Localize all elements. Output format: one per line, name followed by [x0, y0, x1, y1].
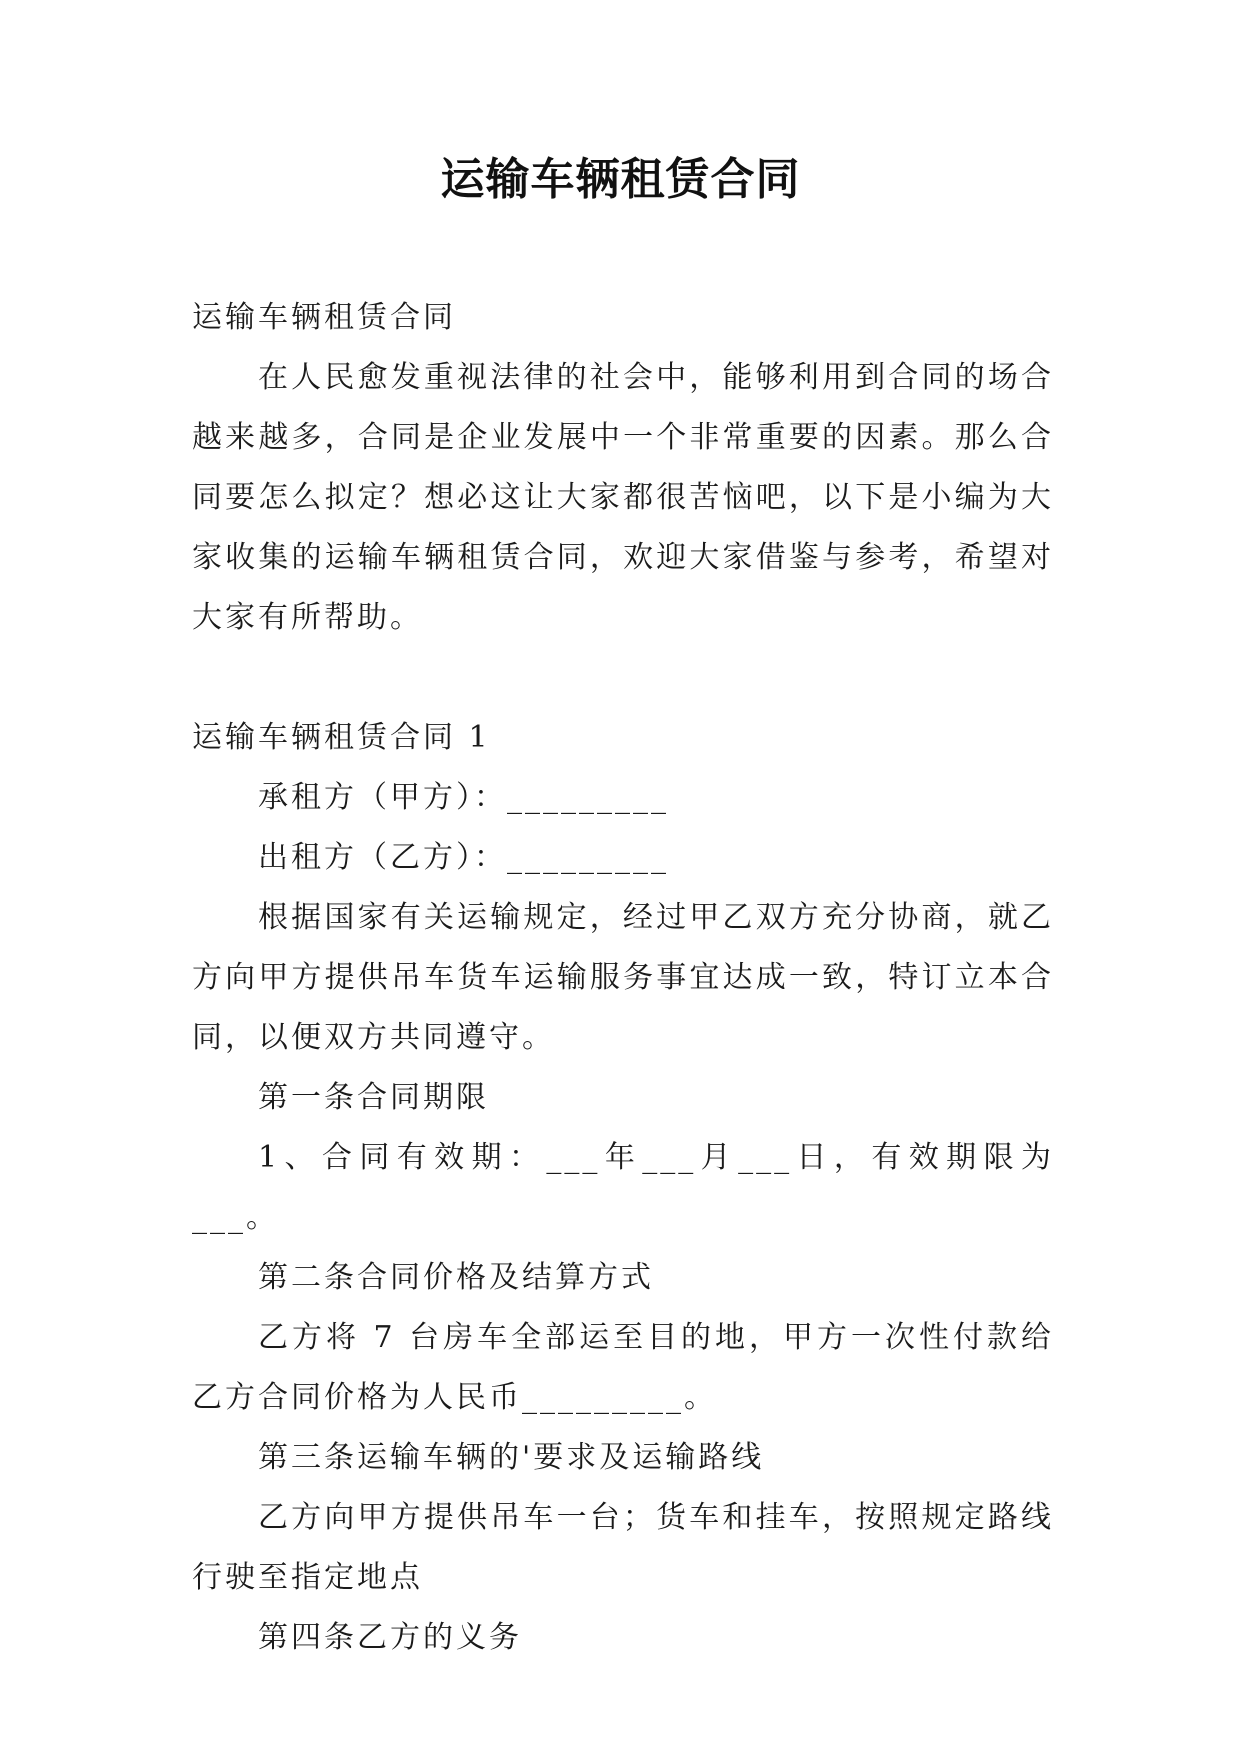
- document-body: [192, 288, 1054, 1668]
- paragraph-gap: [192, 648, 1054, 708]
- preamble-paragraph: 根据国家有关运输规定，经过甲乙双方充分协商，就乙方向甲方提供吊车货车运输服务事宜达成一致，特订立本合同，以便双方共同遵守。: [192, 900, 1054, 1055]
- article-2-heading: 第二条合同价格及结算方式: [258, 1260, 654, 1295]
- intro-paragraph: 在人民愈发重视法律的社会中，能够利用到合同的场合越来越多，合同是企业发展中一个非常重要的因素。那么合同要怎么拟定？想必这让大家都很苦恼吧，以下是小编为大家收集的运输车辆租赁合同，欢迎大家借鉴与参考，希望对大家有所帮助。: [192, 360, 1054, 635]
- contract-number-heading: 运输车辆租赁合同 1: [192, 720, 491, 755]
- article-3-clause: 乙方向甲方提供吊车一台；货车和挂车，按照规定路线行驶至指定地点: [192, 1500, 1054, 1595]
- article-3-heading: 第三条运输车辆的'要求及运输路线: [258, 1440, 765, 1475]
- document-title: 运输车辆租赁合同: [440, 154, 801, 205]
- article-2-clause: 乙方将 7 台房车全部运至目的地，甲方一次性付款给乙方合同价格为人民币_________。: [192, 1320, 1054, 1415]
- section-heading: 运输车辆租赁合同: [192, 300, 456, 335]
- lessor-line: 出租方（乙方）：_________: [258, 840, 669, 875]
- lessee-line: 承租方（甲方）：_________: [258, 780, 669, 815]
- article-1-clause-1: 1、合同有效期：___年___月___日，有效期限为___。: [192, 1140, 1054, 1235]
- article-4-heading: 第四条乙方的义务: [258, 1620, 522, 1655]
- article-1-heading: 第一条合同期限: [258, 1080, 489, 1115]
